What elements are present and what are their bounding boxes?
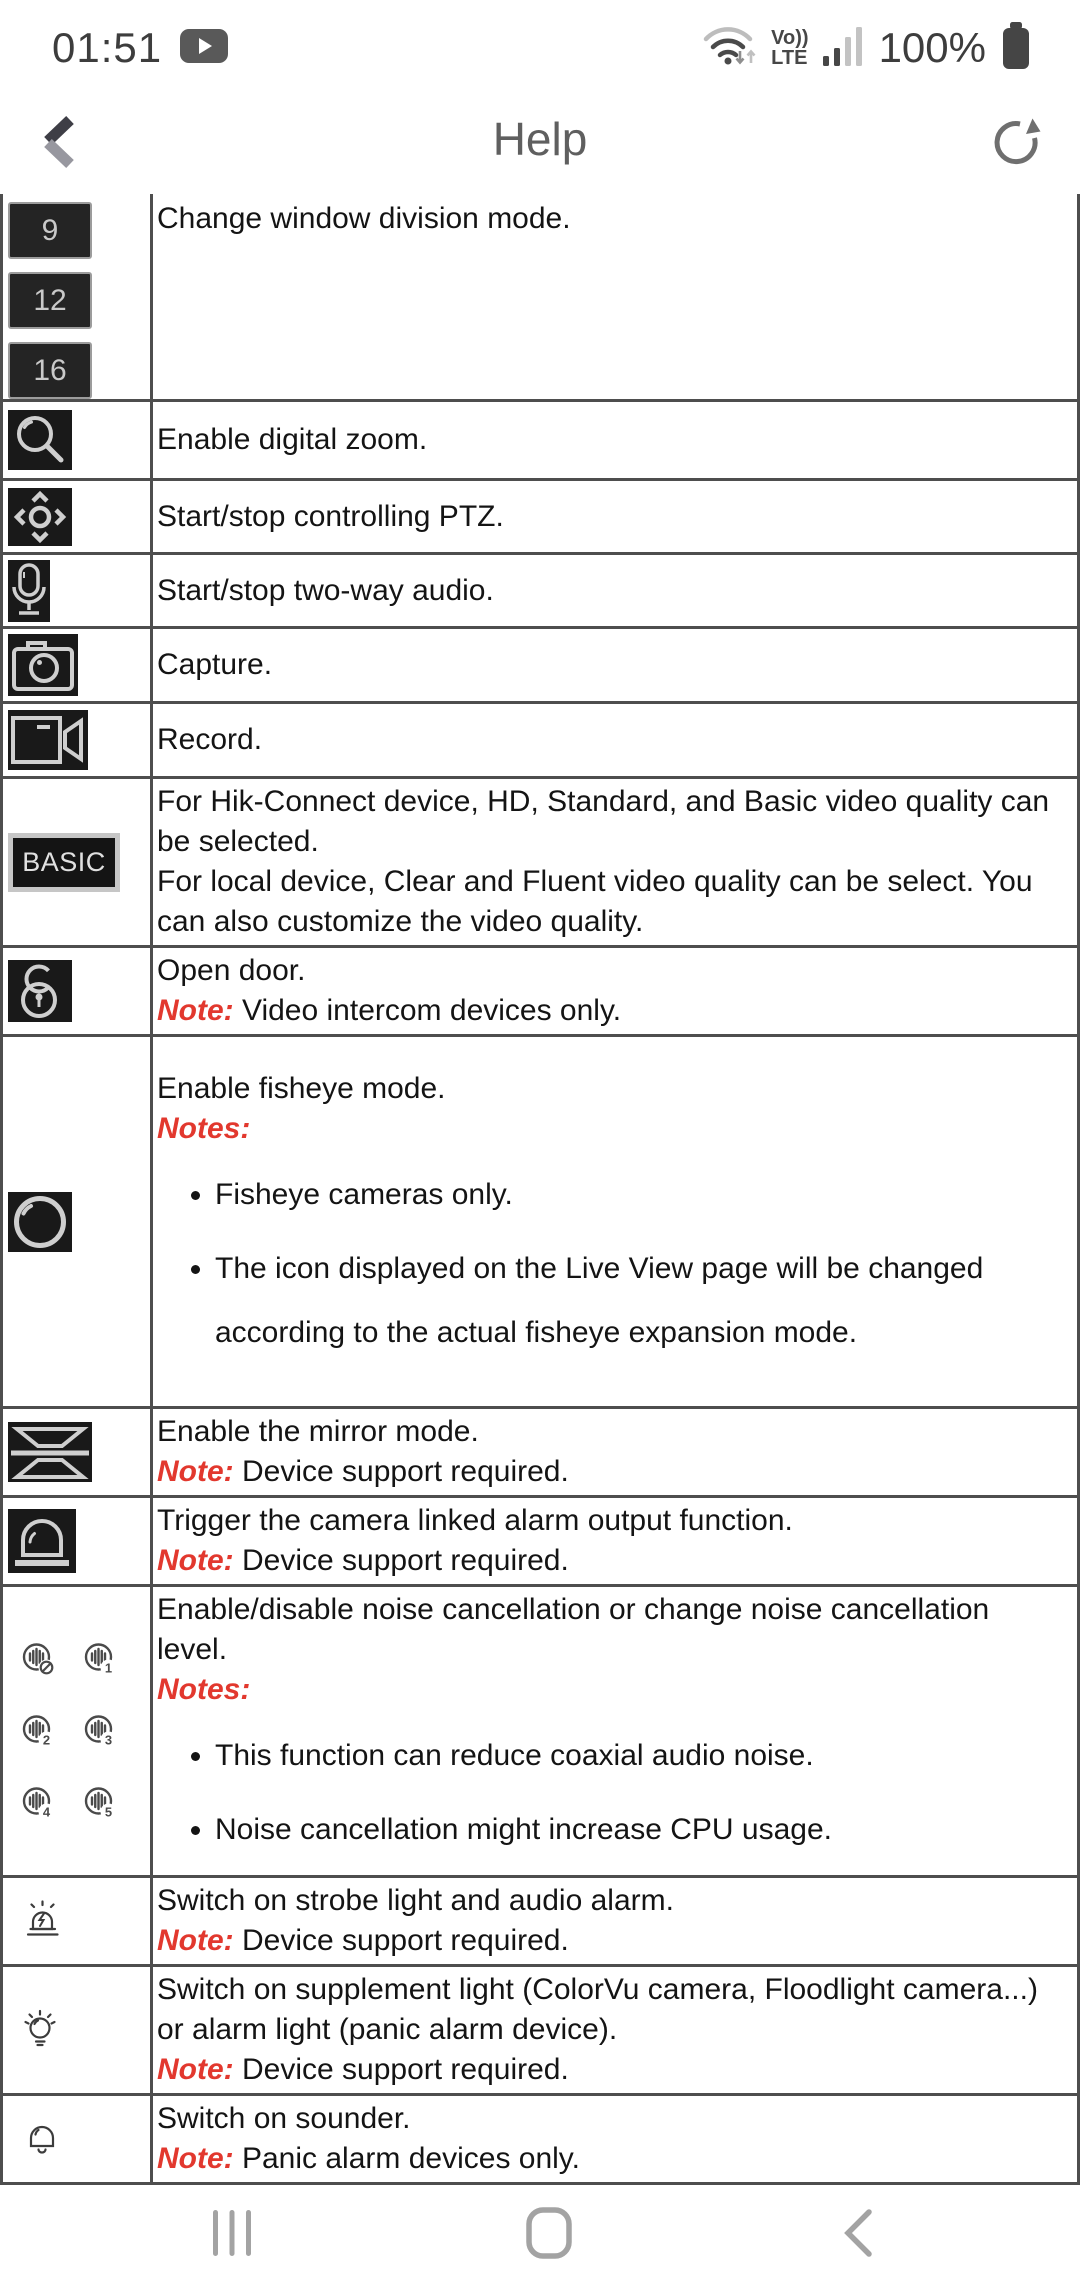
table-row-capture <box>2 628 1079 703</box>
open-door-lock-icon <box>8 960 72 1022</box>
note-bullet: • The icon displayed on the Live View page will be changed according to the actual fisheye expansion mode. <box>215 1237 995 1365</box>
division-12-icon: 12 <box>8 272 92 329</box>
description-text: Switch on sounder. <box>157 2102 411 2135</box>
system-nav-bar <box>0 2185 1080 2280</box>
status-bar <box>0 0 1080 90</box>
division-16-icon: 16 <box>8 342 92 399</box>
description-text: For Hik-Connect device, HD, Standard, and Basic video quality can be selected. <box>157 785 1050 858</box>
noise-cancel-5-icon <box>83 1786 117 1820</box>
table-row-window-division <box>2 194 1079 401</box>
noise-cancel-3-icon <box>83 1714 117 1748</box>
description-text: Trigger the camera linked alarm output function. <box>157 1504 793 1537</box>
description-text: Record. <box>157 723 263 756</box>
description-cell <box>152 194 1079 401</box>
description-text: Start/stop controlling PTZ. <box>157 499 504 533</box>
noise-cancel-1-icon <box>83 1642 117 1676</box>
supplement-light-bulb-icon <box>8 2008 150 2053</box>
table-row-record <box>2 703 1079 778</box>
video-quality-basic-icon: BASIC <box>8 833 120 892</box>
description-text: Open door. <box>157 954 306 987</box>
youtube-notification-icon <box>180 29 228 68</box>
note-label: Note: <box>157 994 234 1027</box>
description-text: Enable/disable noise cancellation or change noise cancellation level. <box>157 1593 990 1666</box>
app-bar <box>0 90 1080 194</box>
note-text: Note: Video intercom devices only. <box>157 994 622 1027</box>
noise-cancel-2-icon <box>21 1714 55 1748</box>
description-text: Change window division mode. <box>157 202 571 235</box>
table-row-supplement-light <box>2 1966 1079 2095</box>
svg-text:4: 4 <box>42 1804 51 1820</box>
clock: 01:51 <box>52 24 163 71</box>
table-row-open-door <box>2 947 1079 1036</box>
note-text: Note: Device support required. <box>157 1924 569 1957</box>
note-text: Note: Device support required. <box>157 1455 569 1488</box>
sounder-bell-icon <box>8 2119 150 2160</box>
signal-strength-icon <box>823 24 865 73</box>
strobe-light-icon <box>8 1900 150 1943</box>
refresh-button[interactable] <box>990 114 1044 175</box>
description-text: Enable digital zoom. <box>157 423 428 456</box>
mirror-mode-icon <box>8 1422 92 1482</box>
notes-heading: Notes: <box>157 1111 251 1145</box>
svg-text:1: 1 <box>104 1660 113 1676</box>
window-division-icons <box>8 194 150 399</box>
notes-list <box>157 1163 1067 1365</box>
notes-list <box>157 1724 1067 1862</box>
capture-camera-icon <box>8 634 78 696</box>
microphone-icon <box>8 560 50 622</box>
notes-heading: Notes: <box>157 1673 251 1706</box>
svg-text:3: 3 <box>104 1732 113 1748</box>
wifi-icon <box>701 22 757 75</box>
fisheye-icon <box>8 1192 72 1252</box>
division-9-icon: 9 <box>8 202 92 259</box>
table-row-video-quality <box>2 778 1079 947</box>
table-row-fisheye <box>2 1036 1079 1408</box>
table-row-noise-cancellation <box>2 1586 1079 1877</box>
svg-text:5: 5 <box>104 1804 113 1820</box>
back-nav-button[interactable] <box>839 2207 875 2259</box>
battery-icon <box>1000 22 1032 75</box>
note-bullet: • Fisheye cameras only. <box>215 1163 995 1227</box>
description-text: For local device, Clear and Fluent video quality can be select. You can also customize the video quality. <box>157 865 1033 938</box>
digital-zoom-icon <box>8 410 72 470</box>
page-title: Help <box>492 113 588 165</box>
ptz-icon <box>8 488 72 546</box>
table-row-sounder <box>2 2095 1079 2184</box>
note-text: Note: Panic alarm devices only. <box>157 2142 580 2175</box>
note-bullet: • Noise cancellation might increase CPU usage. <box>215 1798 995 1862</box>
table-row-ptz <box>2 480 1079 554</box>
description-text: Start/stop two-way audio. <box>157 573 494 607</box>
recents-button[interactable] <box>205 2207 259 2259</box>
record-camcorder-icon <box>8 710 88 770</box>
note-text: Note: Device support required. <box>157 2053 569 2086</box>
table-row-mirror <box>2 1408 1079 1497</box>
table-row-strobe-light <box>2 1877 1079 1966</box>
note-bullet: • This function can reduce coaxial audio noise. <box>215 1724 995 1788</box>
table-row-alarm-output <box>2 1497 1079 1586</box>
battery-percentage: 100% <box>878 24 986 71</box>
noise-cancel-4-icon <box>21 1786 55 1820</box>
description-text: Capture. <box>157 648 273 681</box>
noise-cancel-off-icon <box>21 1642 55 1676</box>
note-text: Note: Device support required. <box>157 1544 569 1577</box>
home-button[interactable] <box>522 2205 576 2261</box>
description-text: Switch on supplement light (ColorVu camera, Floodlight camera...) or alarm light (panic alarm device). <box>157 1973 1038 2046</box>
alarm-siren-icon <box>8 1509 76 1573</box>
volte-icon: Vo)) LTE <box>771 27 809 69</box>
table-row-two-way-audio <box>2 554 1079 628</box>
description-text: Enable fisheye mode. <box>157 1071 446 1105</box>
description-text: Enable the mirror mode. <box>157 1415 479 1448</box>
svg-text:2: 2 <box>42 1732 51 1748</box>
help-table <box>0 194 1080 2185</box>
description-text: Switch on strobe light and audio alarm. <box>157 1884 674 1917</box>
noise-cancellation-icons <box>8 1642 150 1820</box>
table-row-digital-zoom <box>2 401 1079 480</box>
